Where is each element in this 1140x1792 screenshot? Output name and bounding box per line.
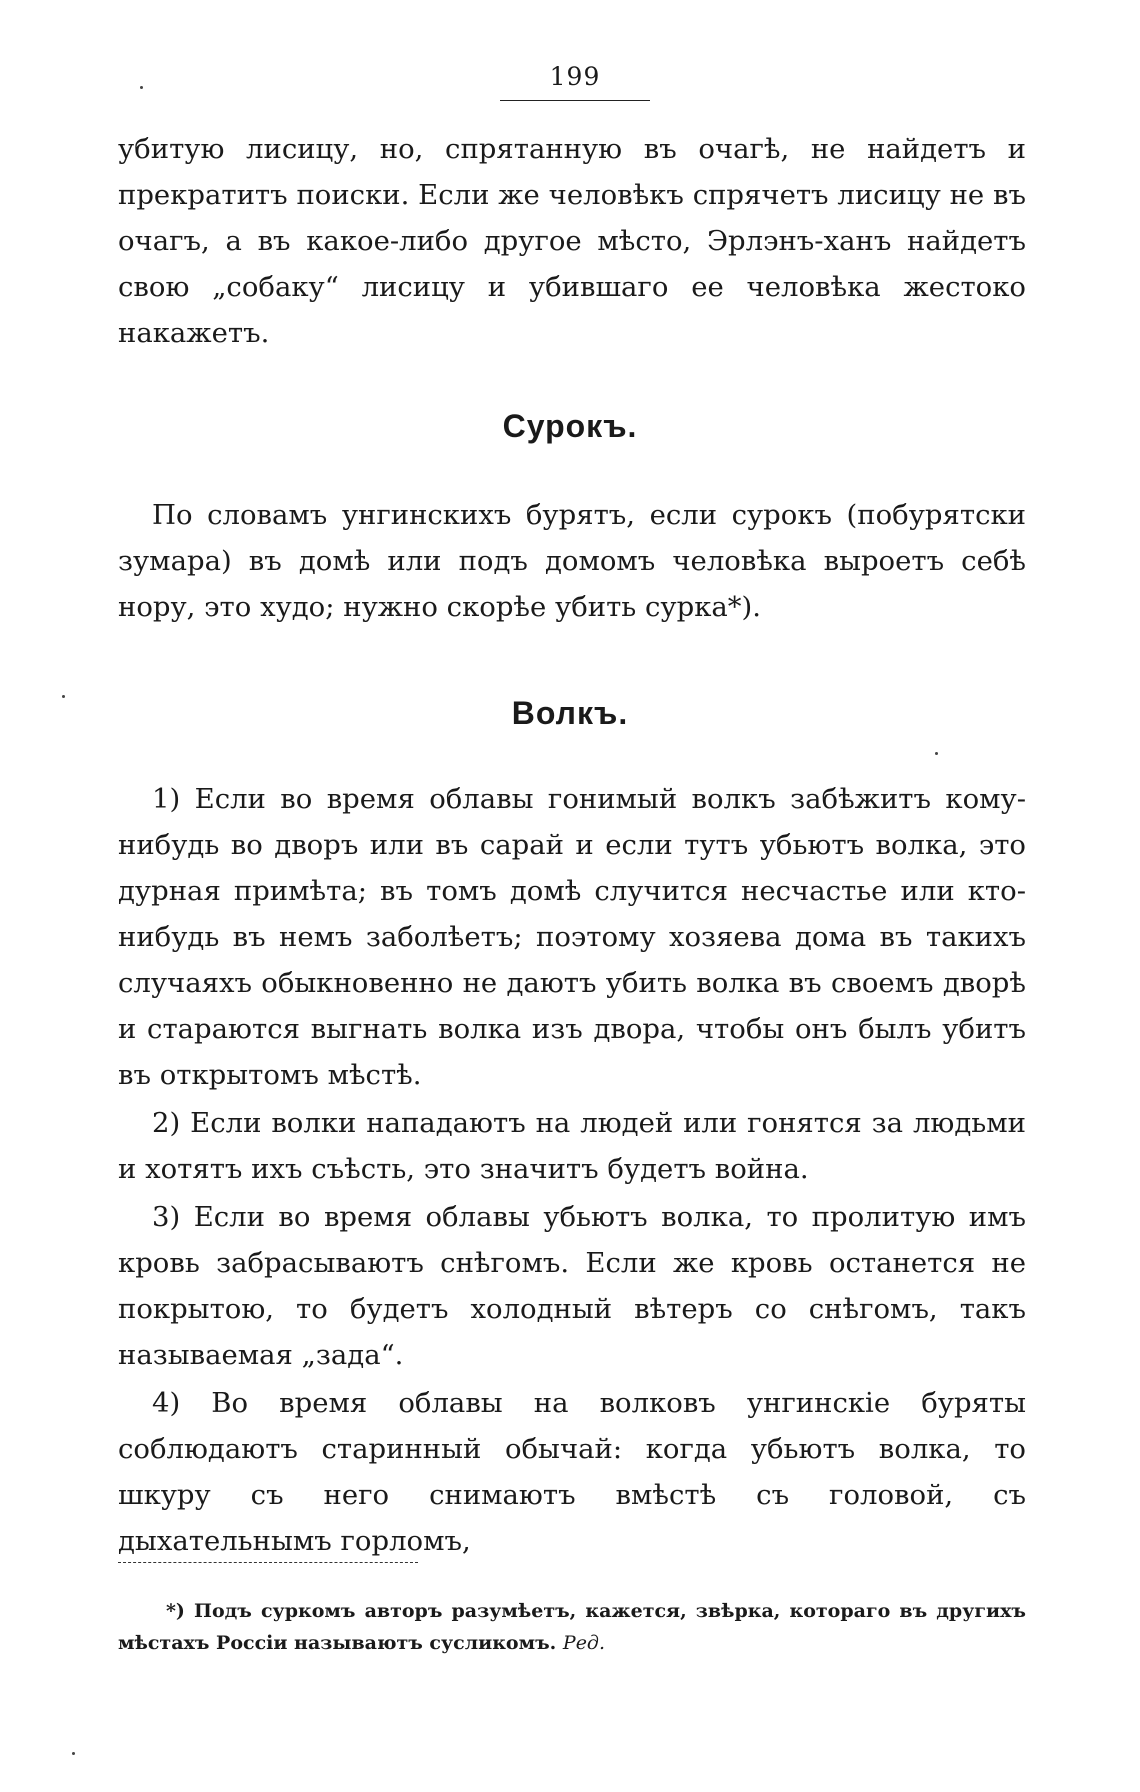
wolf-item-3: 3) Если во время облавы убьютъ волка, то пролитую имъ кровь забрасываютъ снѣгомъ. Если же кровь останется не покрытою, то будетъ холодный вѣтеръ со снѣгомъ, такъ называемая „зада“. (118, 1201, 1026, 1371)
heading-wolf: Волкъ. (511, 695, 629, 731)
footnote-text: *) Подъ суркомъ авторъ разумѣетъ, кажется, звѣрка, котораго въ другихъ мѣстахъ Россіи называютъ сусликомъ. (118, 1600, 1026, 1654)
intro-paragraph: убитую лисицу, но, спрятанную въ очагѣ, не найдетъ и прекратитъ поиски. Если же человѣкъ спрячетъ лисицу не въ очагъ, а въ какое-либо другое мѣсто, Эрлэнъ-ханъ найдетъ свою „собаку“ лисицу и убившаго ее человѣка жестоко накажетъ. (118, 133, 1026, 349)
page-number: 199 (549, 62, 601, 91)
scan-speck (62, 695, 65, 698)
scan-speck (935, 752, 938, 755)
scan-speck (140, 86, 143, 89)
marmot-paragraph: По словамъ унгинскихъ бурятъ, если сурокъ (побурятски зумара) въ домѣ или подъ домомъ человѣка выроетъ себѣ нору, это худо; нужно скорѣе убить сурка*). (118, 499, 1026, 623)
marmot-paragraph-block (118, 492, 1026, 630)
wolf-items-block (118, 776, 1026, 1564)
page-number-rule (500, 100, 650, 101)
wolf-item-2: 2) Если волки нападаютъ на людей или гонятся за людьми и хотятъ ихъ съѣсть, это значитъ будетъ война. (118, 1107, 1026, 1185)
footnote (118, 1595, 1026, 1659)
wolf-item-1: 1) Если во время облавы гонимый волкъ забѣжитъ кому-нибудь во дворъ или въ сарай и если тутъ убьютъ волка, это дурная примѣта; въ томъ домѣ случится несчастье или кто-нибудь въ немъ заболѣетъ; поэтому хозяева дома въ такихъ случаяхъ обыкновенно не даютъ убить волка въ своемъ дворѣ и стараются выгнать волка изъ двора, чтобы онъ былъ убитъ въ открытомъ мѣстѣ. (118, 783, 1026, 1091)
scan-speck (72, 1752, 75, 1755)
intro-paragraph-block (118, 126, 1026, 356)
wolf-item-4: 4) Во время облавы на волковъ унгинскіе буряты соблюдаютъ старинный обычай: когда убьютъ волка, то шкуру съ него снимаютъ вмѣстѣ съ головой, съ дыхательнымъ горломъ, (118, 1387, 1026, 1557)
heading-marmot: Сурокъ. (502, 408, 638, 444)
footnote-editor-mark: Ред. (562, 1632, 606, 1654)
footnote-rule (118, 1562, 418, 1563)
